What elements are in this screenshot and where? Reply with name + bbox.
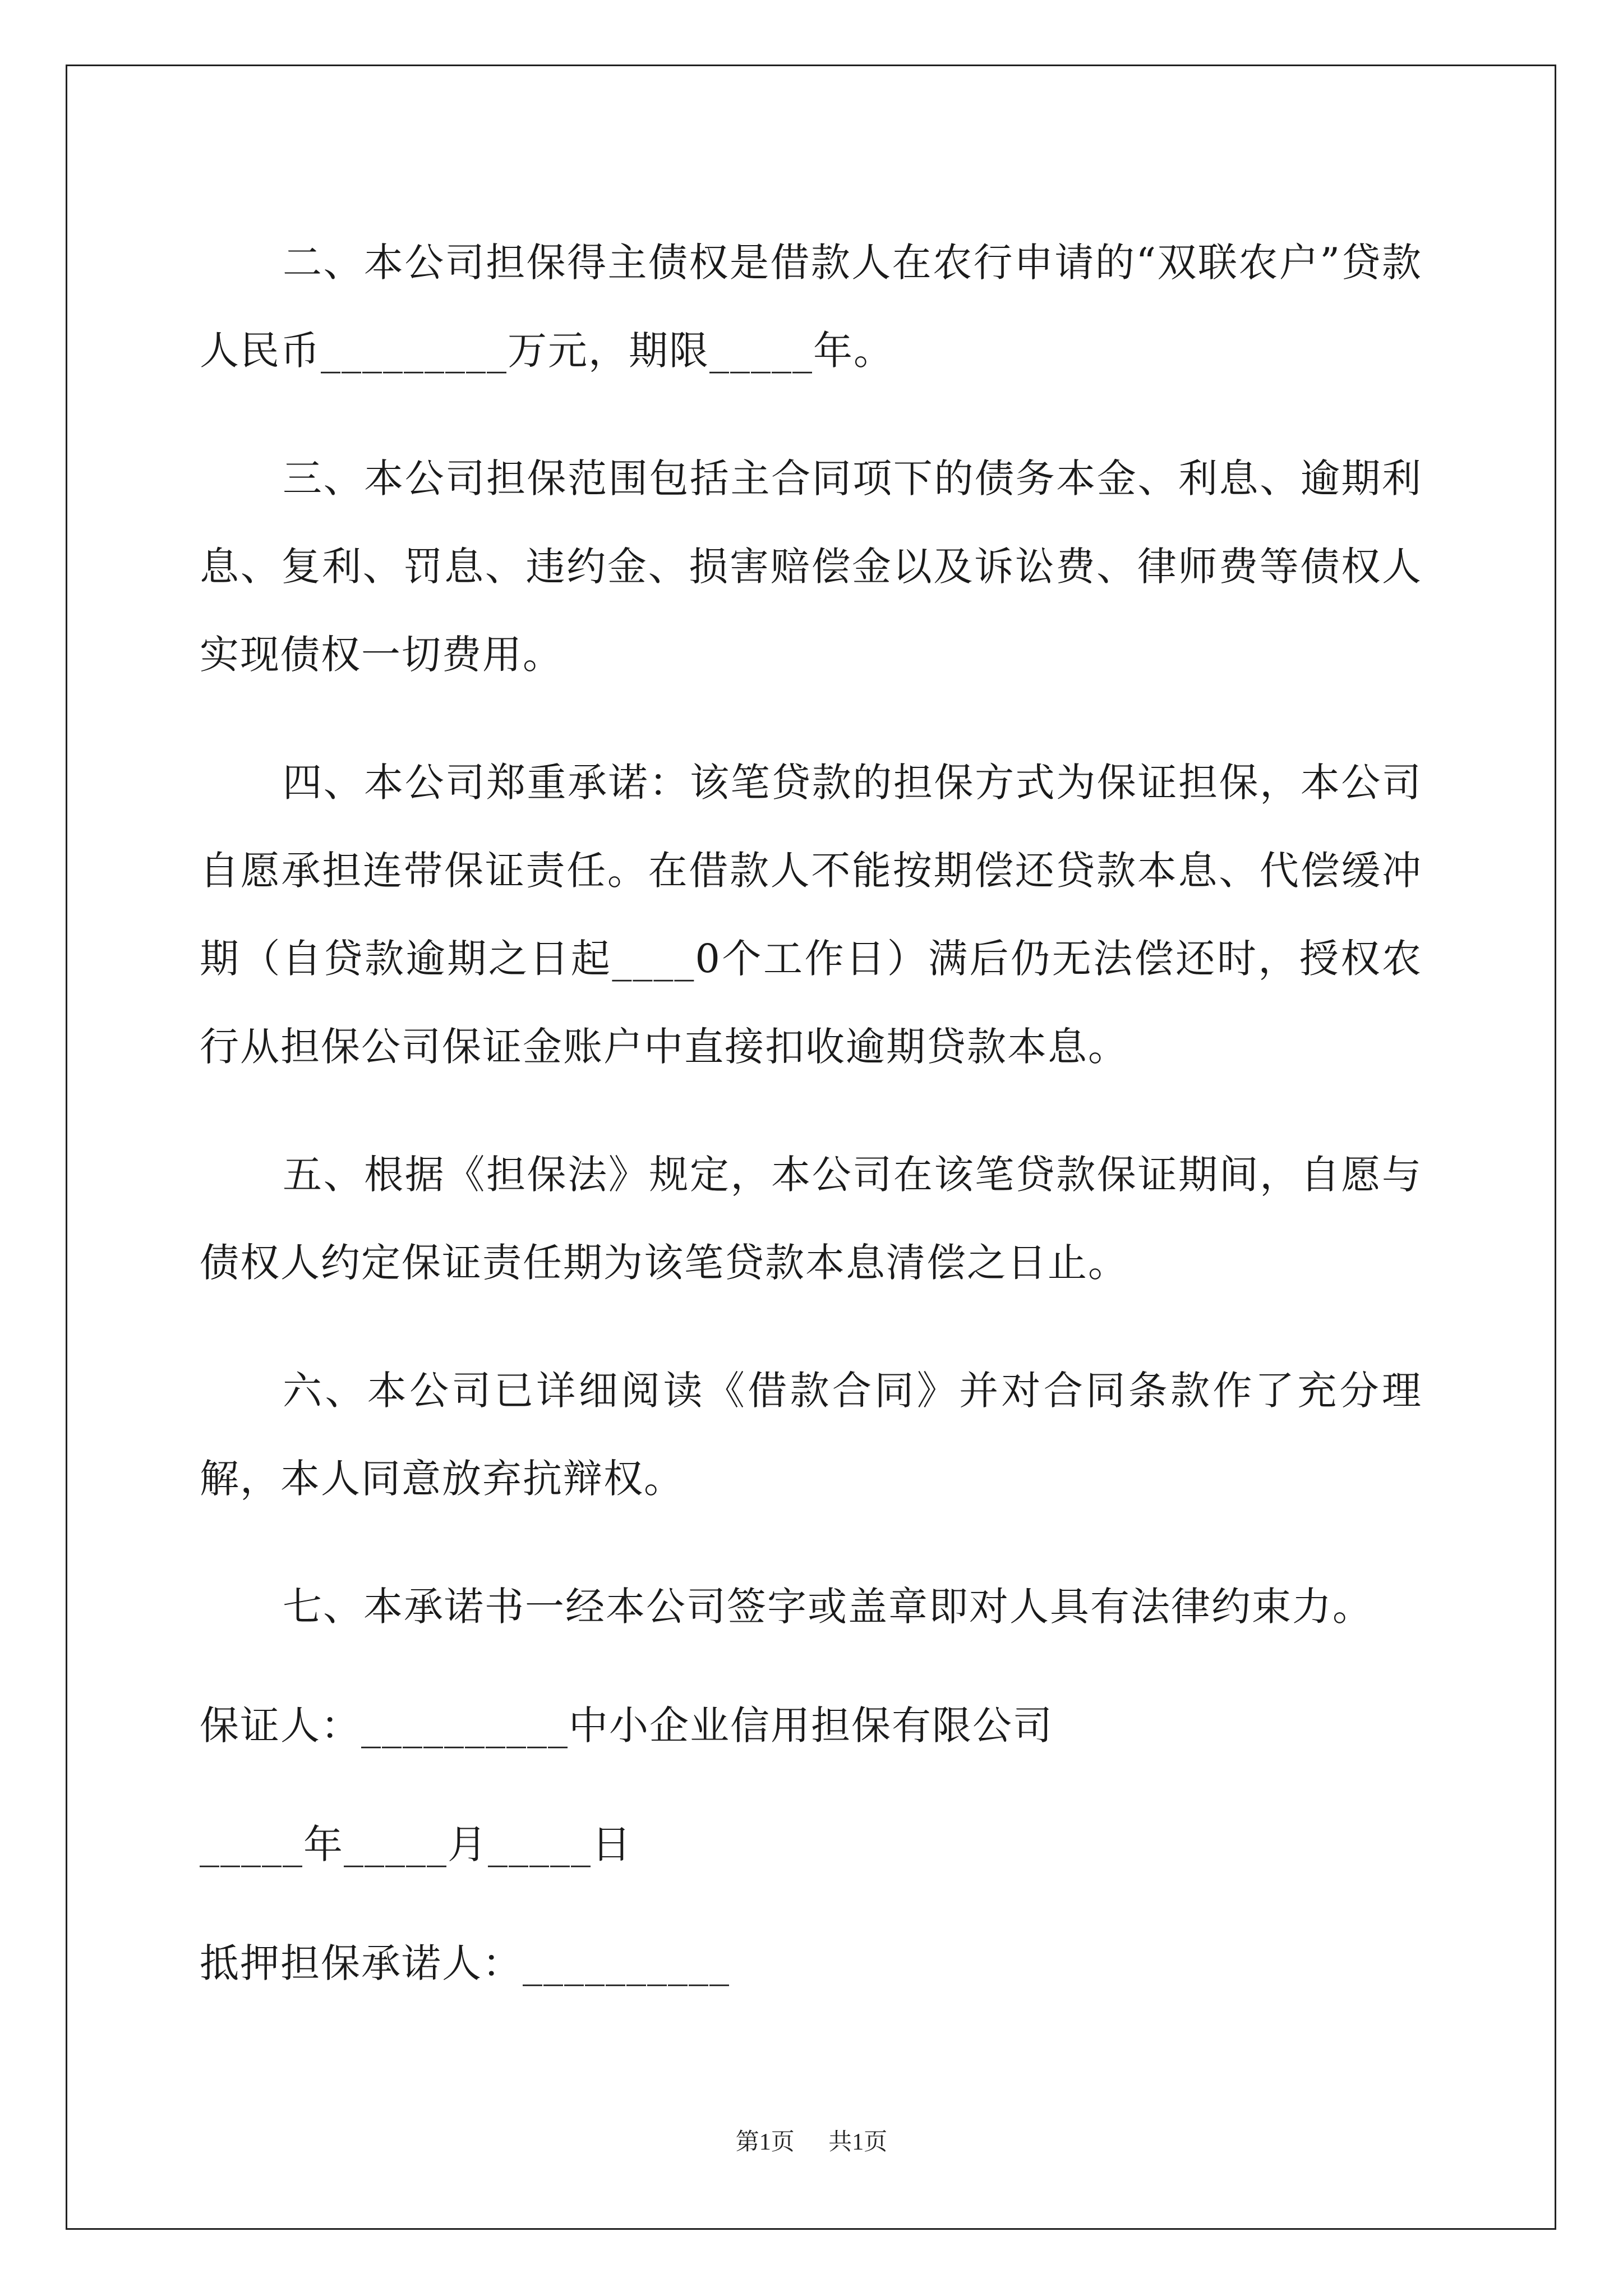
page-footer — [0, 2123, 1623, 2157]
clause-2-paragraph: 二、本公司担保得主债权是借款人在农行申请的“双联农户”贷款人民币_________万元，期限_____年。 — [200, 240, 1422, 374]
page-total: 共1页 — [828, 2129, 888, 2155]
clause-5-paragraph: 五、根据《担保法》规定，本公司在该笔贷款保证期间，自愿与债权人约定保证责任期为该笔贷款本息清偿之日止。 — [200, 1152, 1422, 1286]
clause-3-paragraph: 三、本公司担保范围包括主合同项下的债务本金、利息、逾期利息、复利、罚息、违约金、损害赔偿金以及诉讼费、律师费等债权人实现债权一切费用。 — [200, 455, 1422, 678]
page-number: 第1页 — [735, 2129, 795, 2155]
document-body — [200, 219, 1422, 2047]
guarantor-signature-line: 保证人：__________中小企业信用担保有限公司 — [200, 1703, 1053, 1749]
clause-6-paragraph: 六、本公司已详细阅读《借款合同》并对合同条款作了充分理解，本人同意放弃抗辩权。 — [200, 1368, 1422, 1502]
date-line: _____年_____月_____日 — [200, 1821, 632, 1867]
mortgage-guarantor-line: 抵押担保承诺人：__________ — [200, 1940, 730, 1986]
clause-4-paragraph: 四、本公司郑重承诺：该笔贷款的担保方式为保证担保，本公司自愿承担连带保证责任。在借款人不能按期偿还贷款本息、代偿缓冲期（自贷款逾期之日起____0个工作日）满后仍无法偿还时，授权农行从担保公司保证金账户中直接扣收逾期贷款本息。 — [200, 760, 1422, 1070]
clause-7-paragraph: 七、本承诺书一经本公司签字或盖章即对人具有法律约束力。 — [283, 1584, 1373, 1630]
